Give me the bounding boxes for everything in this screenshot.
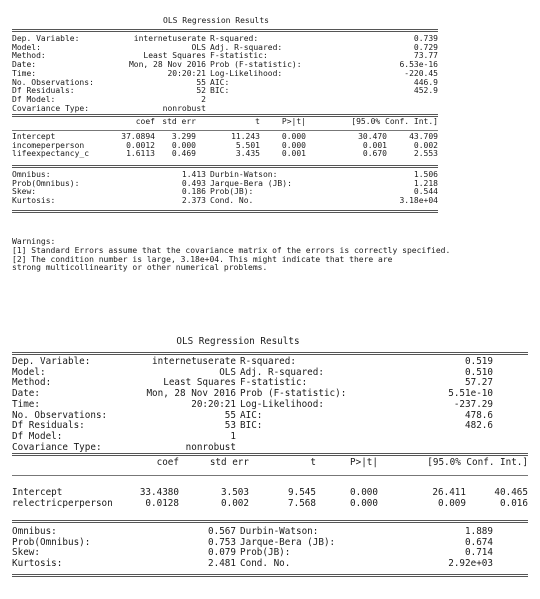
- info-left-value: 52: [196, 86, 206, 96]
- std-err-value: 0.000: [171, 140, 196, 150]
- info-right-value: 482.6: [465, 420, 493, 432]
- diag-right-value: 0.674: [465, 536, 493, 548]
- info-left-value: Mon, 28 Nov 2016: [128, 60, 206, 70]
- t-header: t: [255, 117, 260, 126]
- info-left-label: Dep. Variable:: [12, 34, 80, 43]
- p-value: 0.000: [281, 132, 306, 141]
- diag-left-label: Kurtosis:: [12, 558, 63, 570]
- info-left-label: Date:: [12, 60, 37, 70]
- info-right-label: Prob (F-statistic):: [210, 60, 302, 70]
- diag-left-value: 0.493: [181, 178, 206, 188]
- warning-line: [2] The condition number is large, 3.18e+04. This might indicate that there are: [12, 254, 393, 264]
- diag-left-label: Skew:: [12, 187, 37, 197]
- p-header: P>|t|: [350, 457, 378, 468]
- p-value: 0.000: [350, 487, 378, 498]
- diag-left-label: Kurtosis:: [12, 196, 56, 206]
- warning-line: strong multicollinearity or other numerical problems.: [12, 263, 268, 273]
- coef-row-name: lifeexpectancy_c: [12, 149, 90, 159]
- first-coef-rule: [12, 165, 438, 168]
- diag-right-label: Durbin-Watson:: [240, 526, 319, 537]
- info-left-value: nonrobust: [185, 441, 236, 453]
- coef-row-name: Intercept: [12, 132, 56, 141]
- t-value: 5.501: [235, 140, 260, 150]
- info-left-value: 2: [201, 94, 206, 104]
- std-err-value: 3.503: [221, 487, 249, 498]
- info-right-value: 5.51e-10: [448, 388, 493, 400]
- conf-high-value: 43.709: [409, 132, 438, 141]
- info-right-value: 73.77: [413, 51, 438, 61]
- info-left-label: Df Model:: [12, 430, 63, 442]
- info-left-value: 1: [230, 430, 236, 442]
- coef-header: coef: [135, 117, 155, 126]
- info-right-label: BIC:: [240, 420, 263, 432]
- conf-low-value: 0.001: [362, 140, 387, 150]
- diag-left-label: Omnibus:: [12, 170, 51, 179]
- info-right-value: 452.9: [413, 86, 438, 96]
- info-left-label: Model:: [12, 366, 46, 378]
- p-value: 0.000: [350, 497, 378, 509]
- info-left-value: 53: [224, 420, 236, 432]
- info-right-value: 0.519: [465, 356, 493, 367]
- diag-right-label: Durbin-Watson:: [210, 170, 278, 179]
- p-value: 0.000: [281, 140, 306, 150]
- t-value: 3.435: [235, 149, 260, 159]
- warnings-heading: Warnings:: [12, 237, 56, 246]
- conf-low-value: 26.411: [432, 487, 466, 498]
- diag-right-value: 1.218: [413, 178, 438, 188]
- info-right-label: Adj. R-squared:: [210, 42, 283, 52]
- info-left-label: Model:: [12, 42, 41, 52]
- diag-right-value: 1.889: [465, 526, 493, 537]
- t-value: 7.568: [288, 497, 316, 509]
- coef-row-name: relectricperperson: [12, 497, 113, 509]
- diag-right-value: 3.18e+04: [399, 196, 438, 206]
- info-right-label: BIC:: [210, 86, 230, 96]
- info-left-value: 55: [224, 409, 236, 421]
- first-top-rule: [12, 29, 438, 32]
- info-right-value: 0.729: [413, 42, 438, 52]
- coef-value: 37.0894: [121, 132, 155, 141]
- info-left-value: nonrobust: [162, 103, 206, 113]
- first-title: OLS Regression Results: [163, 16, 269, 25]
- info-right-label: AIC:: [240, 409, 263, 421]
- info-left-value: Least Squares: [163, 377, 236, 389]
- std-err-header: std err: [209, 457, 249, 468]
- info-right-value: 478.6: [465, 409, 493, 421]
- second-top-rule: [12, 352, 528, 355]
- info-right-label: Log-Likelihood:: [210, 68, 283, 78]
- diag-left-value: 0.567: [208, 526, 236, 537]
- info-right-label: F-statistic:: [240, 377, 308, 389]
- diag-right-label: Prob(JB):: [210, 187, 254, 197]
- t-header: t: [310, 457, 316, 468]
- info-left-label: Covariance Type:: [12, 103, 90, 113]
- info-left-value: Mon, 28 Nov 2016: [146, 388, 236, 400]
- conf-int-header: [95.0% Conf. Int.]: [351, 117, 438, 126]
- info-left-label: Df Residuals:: [12, 420, 85, 432]
- t-value: 11.243: [231, 132, 260, 141]
- info-left-label: Covariance Type:: [12, 441, 102, 453]
- info-left-value: OLS: [191, 42, 206, 52]
- p-header: P>|t|: [281, 117, 306, 126]
- info-right-label: Prob (F-statistic):: [240, 388, 347, 400]
- second-title: OLS Regression Results: [176, 336, 300, 347]
- diag-left-value: 2.373: [181, 196, 206, 206]
- conf-high-value: 0.016: [500, 497, 528, 509]
- info-right-value: 6.53e-16: [399, 60, 438, 70]
- info-right-label: Log-Likelihood:: [240, 398, 324, 410]
- warning-line: [1] Standard Errors assume that the covariance matrix of the errors is correctly specified.: [12, 245, 451, 255]
- info-right-label: Adj. R-squared:: [240, 366, 324, 378]
- diag-right-value: 2.92e+03: [448, 558, 493, 570]
- coef-value: 33.4380: [139, 487, 179, 498]
- diag-right-label: Jarque-Bera (JB):: [240, 536, 336, 548]
- info-right-label: F-statistic:: [210, 51, 268, 61]
- info-left-value: 20:20:21: [191, 398, 236, 410]
- info-left-value: 20:20:21: [167, 68, 206, 78]
- info-right-label: R-squared:: [210, 34, 259, 43]
- std-err-value: 0.469: [171, 149, 196, 159]
- conf-high-value: 40.465: [494, 487, 528, 498]
- second-info-rule: [12, 453, 528, 456]
- info-left-label: No. Observations:: [12, 409, 108, 421]
- info-left-label: Time:: [12, 68, 37, 78]
- diag-right-label: Prob(JB):: [240, 547, 291, 559]
- info-left-label: Dep. Variable:: [12, 356, 91, 367]
- diag-left-value: 1.413: [181, 170, 206, 179]
- std-err-value: 3.299: [171, 132, 196, 141]
- first-header-rule: [12, 130, 438, 131]
- info-left-value: OLS: [219, 366, 236, 378]
- diag-left-value: 0.186: [181, 187, 206, 197]
- conf-low-value: 0.009: [438, 497, 466, 509]
- conf-int-header: [95.0% Conf. Int.]: [427, 457, 528, 468]
- coef-header: coef: [156, 457, 179, 468]
- info-left-value: 55: [196, 77, 206, 87]
- info-left-label: Df Model:: [12, 94, 56, 104]
- p-value: 0.001: [281, 149, 306, 159]
- coef-row-name: Intercept: [12, 487, 63, 498]
- info-right-value: -237.29: [453, 398, 493, 410]
- diag-right-value: 0.544: [413, 187, 438, 197]
- info-left-label: Time:: [12, 398, 40, 410]
- diag-left-label: Prob(Omnibus):: [12, 178, 80, 188]
- info-left-label: No. Observations:: [12, 77, 94, 87]
- diag-left-label: Skew:: [12, 547, 40, 559]
- info-right-value: 57.27: [465, 377, 493, 389]
- diag-left-value: 2.481: [208, 558, 236, 570]
- info-left-label: Method:: [12, 51, 46, 61]
- diag-right-label: Jarque-Bera (JB):: [210, 178, 292, 188]
- conf-low-value: 0.670: [362, 149, 387, 159]
- diag-left-label: Prob(Omnibus):: [12, 536, 91, 548]
- t-value: 9.545: [288, 487, 316, 498]
- conf-high-value: 0.002: [413, 140, 438, 150]
- info-left-label: Date:: [12, 388, 40, 400]
- info-right-value: -220.45: [404, 68, 438, 78]
- diag-right-label: Cond. No.: [210, 196, 254, 206]
- coef-value: 0.0012: [126, 140, 155, 150]
- info-right-value: 0.510: [465, 366, 493, 378]
- conf-high-value: 2.553: [413, 149, 438, 159]
- info-right-value: 446.9: [413, 77, 438, 87]
- conf-low-value: 30.470: [358, 132, 387, 141]
- info-right-label: R-squared:: [240, 356, 296, 367]
- diag-right-value: 1.506: [413, 170, 438, 179]
- second-header-rule: [12, 475, 528, 476]
- coef-row-name: incomeperperson: [12, 140, 85, 150]
- info-right-value: 0.739: [413, 34, 438, 43]
- info-left-value: Least Squares: [143, 51, 206, 61]
- diag-left-value: 0.753: [208, 536, 236, 548]
- coef-value: 0.0128: [145, 497, 179, 509]
- second-bottom-rule: [12, 574, 528, 577]
- diag-left-value: 0.079: [208, 547, 236, 559]
- diag-left-label: Omnibus:: [12, 526, 57, 537]
- info-left-label: Df Residuals:: [12, 86, 75, 96]
- second-coef-rule: [12, 520, 528, 523]
- diag-right-label: Cond. No.: [240, 558, 291, 570]
- info-right-label: AIC:: [210, 77, 230, 87]
- diag-right-value: 0.714: [465, 547, 493, 559]
- info-left-value: internetuserate: [133, 34, 206, 43]
- std-err-header: std err: [162, 117, 196, 126]
- coef-value: 1.6113: [126, 149, 155, 159]
- info-left-label: Method:: [12, 377, 52, 389]
- first-bottom-rule: [12, 210, 438, 213]
- info-left-value: internetuserate: [152, 356, 236, 367]
- std-err-value: 0.002: [221, 497, 249, 509]
